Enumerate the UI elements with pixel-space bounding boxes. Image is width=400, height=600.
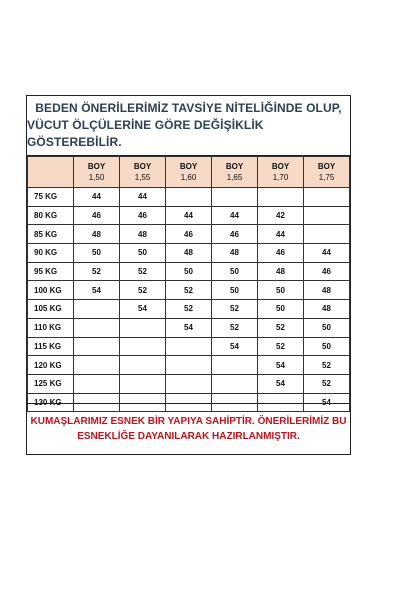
size-cell: 44 <box>166 206 212 225</box>
weight-label: 100 KG <box>28 281 74 300</box>
size-cell <box>120 356 166 375</box>
size-cell: 54 <box>120 300 166 319</box>
size-cell: 54 <box>258 374 304 393</box>
table-body <box>28 188 350 412</box>
table-row <box>28 262 350 281</box>
column-header: BOY 1,50 <box>74 157 120 188</box>
size-cell: 50 <box>304 318 350 337</box>
table-row <box>28 337 350 356</box>
size-cell: 46 <box>258 244 304 263</box>
weight-label: 130 KG <box>28 393 74 412</box>
table-row <box>28 356 350 375</box>
size-cell <box>212 374 258 393</box>
size-cell: 42 <box>258 206 304 225</box>
size-cell <box>304 206 350 225</box>
size-cell <box>304 188 350 207</box>
column-header: BOY 1,60 <box>166 157 212 188</box>
column-header: BOY 1,65 <box>212 157 258 188</box>
size-cell: 50 <box>74 244 120 263</box>
size-cell <box>74 337 120 356</box>
size-cell: 54 <box>258 356 304 375</box>
column-header: BOY 1,70 <box>258 157 304 188</box>
size-table <box>27 156 350 412</box>
size-cell: 50 <box>212 281 258 300</box>
weight-label: 90 KG <box>28 244 74 263</box>
size-cell: 52 <box>120 262 166 281</box>
column-header: BOY 1,55 <box>120 157 166 188</box>
size-cell: 52 <box>258 337 304 356</box>
size-cell: 54 <box>74 281 120 300</box>
size-cell <box>212 188 258 207</box>
size-cell: 50 <box>258 281 304 300</box>
size-cell: 48 <box>304 300 350 319</box>
size-cell: 54 <box>212 337 258 356</box>
size-cell: 54 <box>166 318 212 337</box>
size-cell: 52 <box>120 281 166 300</box>
weight-label: 110 KG <box>28 318 74 337</box>
size-cell: 50 <box>304 337 350 356</box>
size-cell: 44 <box>304 244 350 263</box>
table-row <box>28 225 350 244</box>
weight-label: 115 KG <box>28 337 74 356</box>
weight-label: 120 KG <box>28 356 74 375</box>
chart-header <box>27 96 350 156</box>
table-row <box>28 318 350 337</box>
table-row <box>28 188 350 207</box>
size-cell: 44 <box>212 206 258 225</box>
size-cell: 52 <box>212 300 258 319</box>
column-header: BOY 1,75 <box>304 157 350 188</box>
size-cell: 52 <box>304 356 350 375</box>
footer-line-1: KUMAŞLARIMIZ ESNEK BİR YAPIYA SAHİPTİR. ÖNERİLERİMİZ BU <box>30 416 347 427</box>
size-cell: 46 <box>212 225 258 244</box>
chart-footer <box>27 403 350 454</box>
weight-label: 85 KG <box>28 225 74 244</box>
weight-label: 105 KG <box>28 300 74 319</box>
size-cell: 48 <box>120 225 166 244</box>
size-cell: 52 <box>304 374 350 393</box>
column-header-row <box>28 157 350 188</box>
table-row <box>28 300 350 319</box>
table-row <box>28 374 350 393</box>
footer-line-2: ESNEKLİĞE DAYANILARAK HAZIRLANMIŞTIR. <box>77 431 300 442</box>
weight-label: 95 KG <box>28 262 74 281</box>
size-cell: 48 <box>166 244 212 263</box>
size-cell <box>74 374 120 393</box>
size-cell: 44 <box>120 188 166 207</box>
size-cell: 52 <box>74 262 120 281</box>
size-cell: 48 <box>212 244 258 263</box>
size-chart <box>26 95 351 455</box>
size-cell: 52 <box>166 300 212 319</box>
size-cell: 52 <box>166 281 212 300</box>
size-cell <box>166 188 212 207</box>
size-cell <box>166 337 212 356</box>
size-cell: 52 <box>212 318 258 337</box>
size-cell <box>120 337 166 356</box>
size-cell <box>166 356 212 375</box>
size-cell: 46 <box>304 262 350 281</box>
size-cell: 46 <box>120 206 166 225</box>
size-cell: 44 <box>258 225 304 244</box>
size-cell: 52 <box>258 318 304 337</box>
size-cell <box>74 356 120 375</box>
size-cell: 50 <box>212 262 258 281</box>
weight-label: 80 KG <box>28 206 74 225</box>
size-cell <box>166 374 212 393</box>
corner-cell <box>28 157 74 188</box>
size-cell: 44 <box>74 188 120 207</box>
size-cell <box>120 318 166 337</box>
size-cell <box>258 188 304 207</box>
table-row <box>28 206 350 225</box>
size-cell: 50 <box>166 262 212 281</box>
weight-label: 75 KG <box>28 188 74 207</box>
size-cell: 48 <box>304 281 350 300</box>
size-cell <box>74 318 120 337</box>
size-cell: 48 <box>74 225 120 244</box>
table-row <box>28 281 350 300</box>
table-row <box>28 244 350 263</box>
size-cell <box>304 225 350 244</box>
size-cell <box>74 300 120 319</box>
weight-label: 125 KG <box>28 374 74 393</box>
size-cell <box>120 374 166 393</box>
size-cell: 50 <box>258 300 304 319</box>
size-cell: 54 <box>304 393 350 412</box>
size-cell: 46 <box>74 206 120 225</box>
size-cell: 50 <box>120 244 166 263</box>
size-cell <box>212 356 258 375</box>
header-line-1: BEDEN ÖNERİLERİMİZ TAVSİYE NİTELİĞİNDE OLUP, <box>35 101 342 115</box>
size-cell: 48 <box>258 262 304 281</box>
header-line-2: VÜCUT ÖLÇÜLERİNE GÖRE DEĞİŞİKLİK GÖSTEREBİLİR. <box>27 118 264 149</box>
size-cell: 46 <box>166 225 212 244</box>
